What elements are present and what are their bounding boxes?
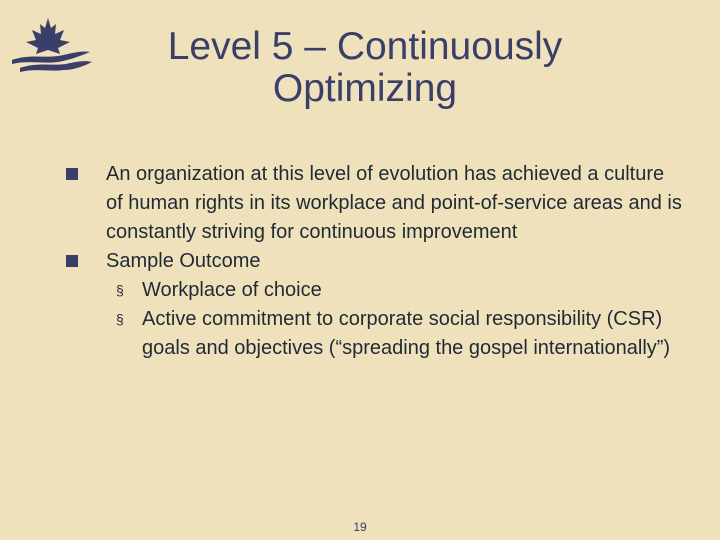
maple-leaf-logo-icon: [10, 14, 94, 78]
bullet-text: Sample Outcome: [106, 250, 261, 272]
sub-bullet-text: Active commitment to corporate social responsibility (CSR) goals and objectives (“spreading the gospel internationally”): [142, 308, 671, 359]
slide-title-line-2: Optimizing: [272, 67, 458, 110]
square-bullet-icon: [66, 255, 78, 267]
slide-title-line-1: Level 5 – Continuously: [167, 25, 563, 68]
bullet-item: [66, 247, 686, 276]
sub-bullet-text: Workplace of choice: [142, 279, 322, 301]
sub-bullet-item: [66, 305, 686, 363]
bullet-item: [66, 160, 686, 247]
sub-bullet-item: [66, 276, 686, 305]
sub-bullet-icon: §: [116, 311, 124, 327]
sub-bullet-icon: §: [116, 282, 124, 298]
square-bullet-icon: [66, 168, 78, 180]
slide-title: [100, 26, 630, 110]
slide-content: [66, 160, 686, 363]
page-number: 19: [353, 520, 367, 534]
bullet-text: An organization at this level of evolution has achieved a culture of human rights in its workplace and point-of-service areas and is constantly striving for continuous improvement: [106, 163, 682, 243]
